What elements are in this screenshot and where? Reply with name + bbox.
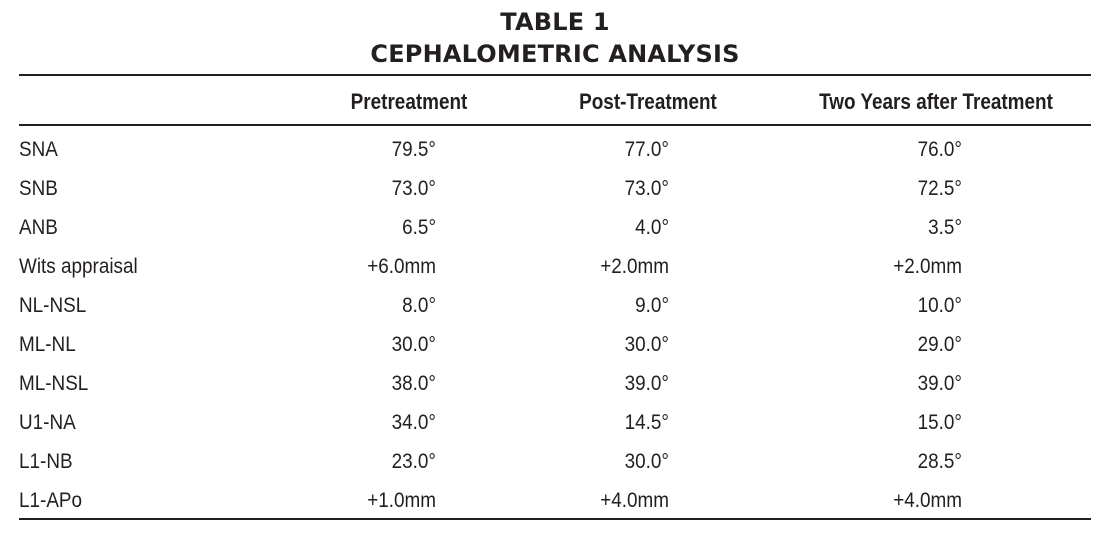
table-caption: CEPHALOMETRIC ANALYSIS [370,40,740,68]
table-cell: 9.0° [635,294,669,317]
bottom-rule [19,518,1091,520]
table-cell: 8.0° [402,294,436,317]
table-cell: 30.0° [624,450,669,473]
table-cell: 39.0° [624,372,669,395]
table-cell: 10.0° [917,294,962,317]
row-label: U1-NA [19,411,76,434]
table-cell: +2.0mm [600,255,669,278]
table-cell: 15.0° [917,411,962,434]
table-cell: 28.5° [917,450,962,473]
table-cell: 30.0° [391,333,436,356]
table-cell: 30.0° [624,333,669,356]
table-cell: 79.5° [391,138,436,161]
row-label: SNB [19,177,58,200]
header-rule [19,124,1091,126]
table-cell: 14.5° [624,411,669,434]
row-label: ML-NL [19,333,76,356]
row-label: SNA [19,138,58,161]
row-label: ANB [19,216,58,239]
table-cell: 73.0° [391,177,436,200]
table-cell: 6.5° [402,216,436,239]
row-label: L1-NB [19,450,73,473]
column-header-two-years-after: Two Years after Treatment [819,89,1053,114]
row-label: NL-NSL [19,294,87,317]
table-cell: 72.5° [917,177,962,200]
row-label: ML-NSL [19,372,89,395]
table-cell: +6.0mm [367,255,436,278]
table-number: TABLE 1 [500,8,610,36]
table-cell: 29.0° [917,333,962,356]
table-cell: 23.0° [391,450,436,473]
table-cell: +4.0mm [600,489,669,512]
table-cell: 77.0° [624,138,669,161]
table-cell: 73.0° [624,177,669,200]
table-cell: 39.0° [917,372,962,395]
table-cell: +2.0mm [893,255,962,278]
table-cell: 38.0° [391,372,436,395]
column-header-pretreatment: Pretreatment [350,89,468,114]
table-cell: 3.5° [928,216,962,239]
table-title [0,6,1105,70]
row-label: Wits appraisal [19,255,138,278]
table-cell: 4.0° [635,216,669,239]
row-label: L1-APo [19,489,83,512]
table-cell: +4.0mm [893,489,962,512]
top-rule [19,74,1091,76]
table-cell: 76.0° [917,138,962,161]
table-cell: +1.0mm [367,489,436,512]
table-cell: 34.0° [391,411,436,434]
column-header-post-treatment: Post-Treatment [579,89,717,114]
